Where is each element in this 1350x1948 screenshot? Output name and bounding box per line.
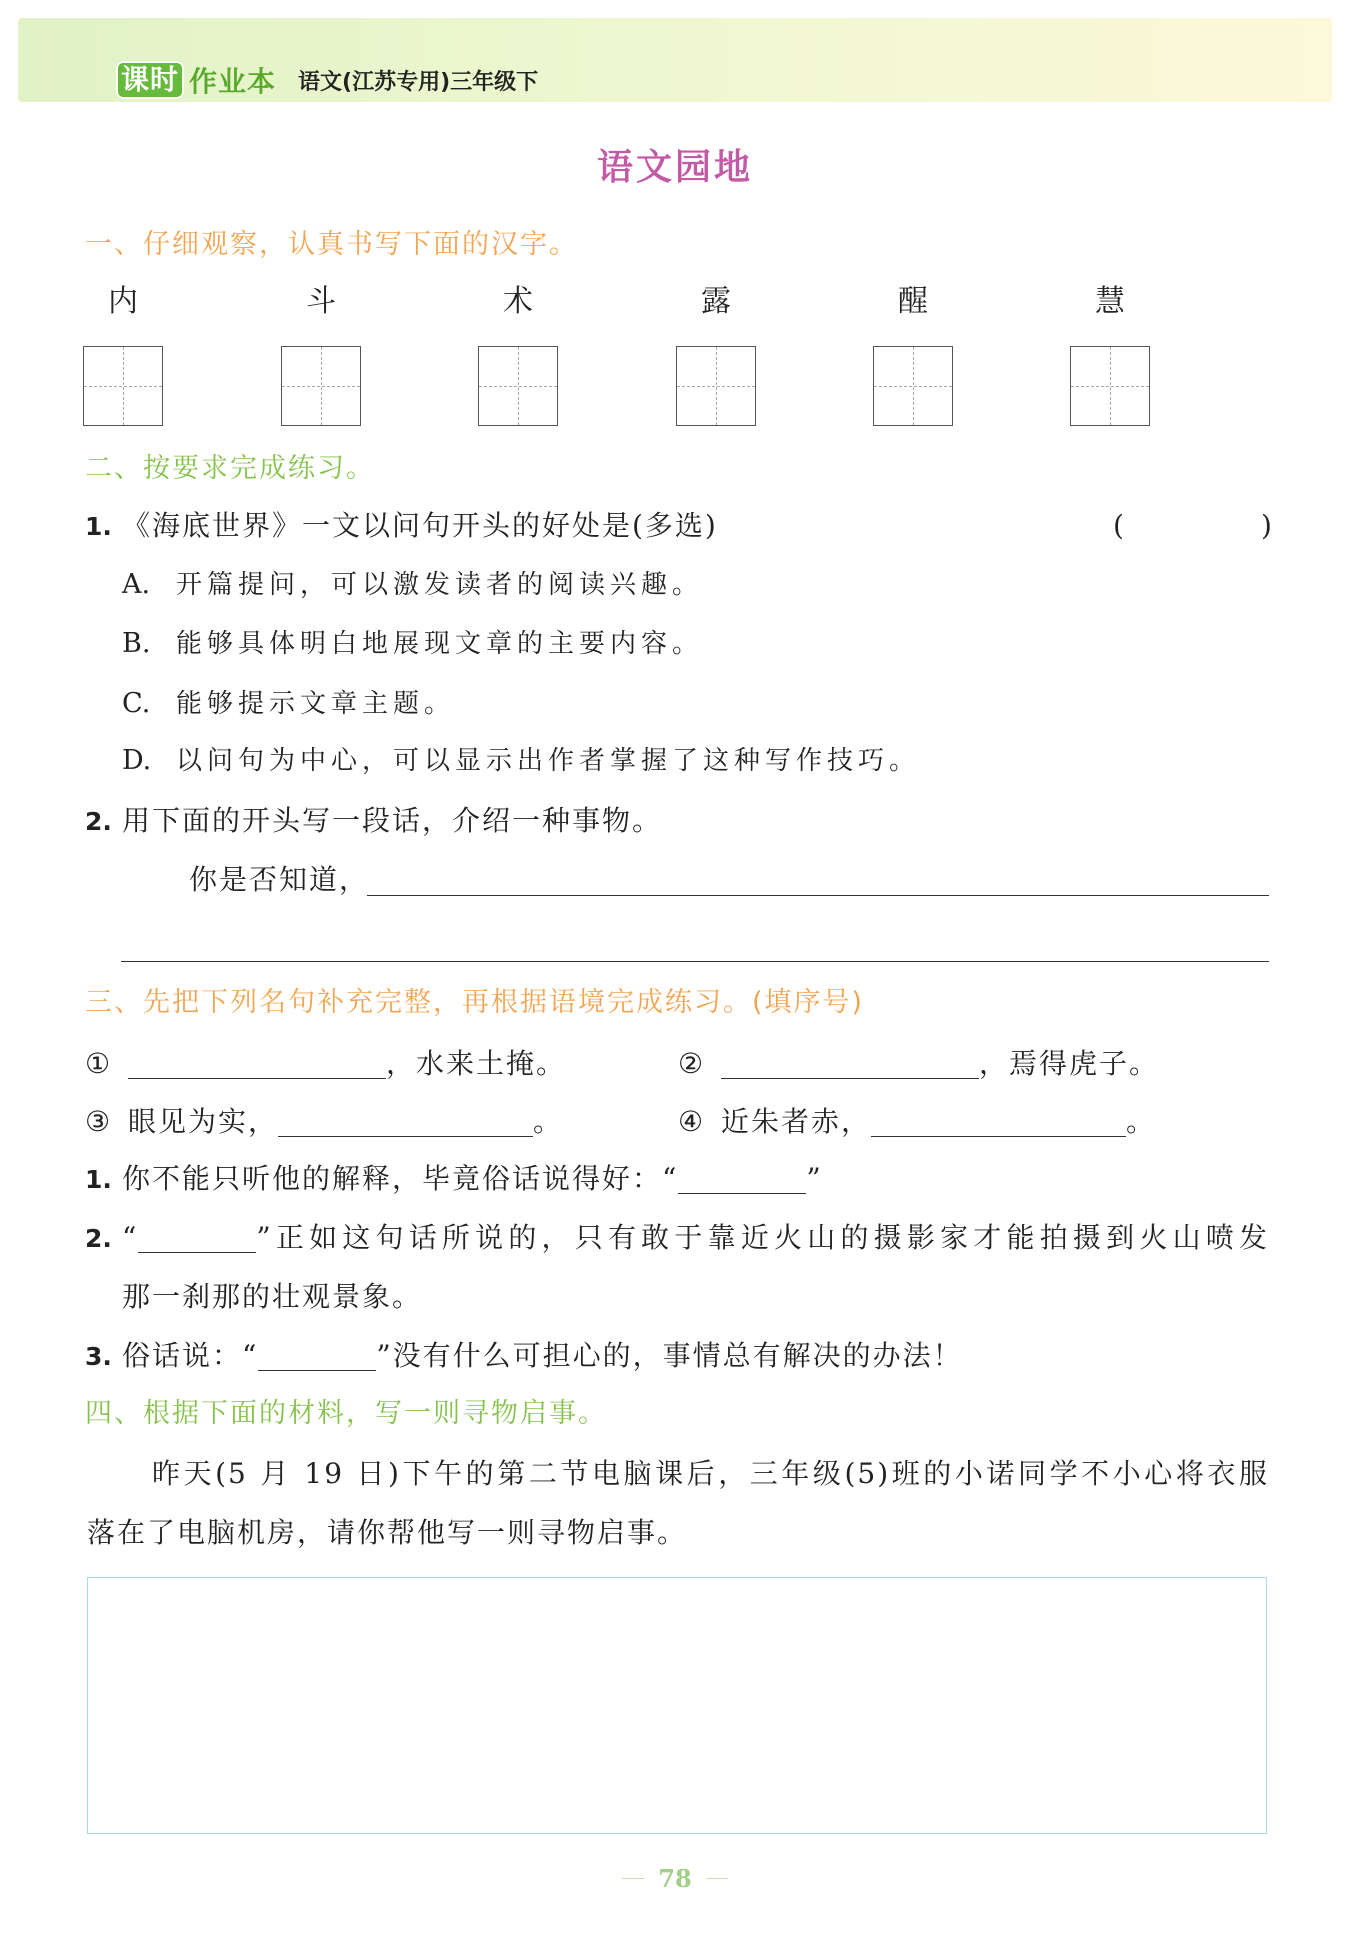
book-subtitle: 语文(江苏专用)三年级下 <box>298 69 539 95</box>
page-number-dash-left <box>622 1878 644 1879</box>
question-2-1 <box>85 507 718 546</box>
fill-blank <box>138 1223 256 1253</box>
writing-cell <box>83 283 163 426</box>
proverb-text: ，焉得虎子。 <box>979 1047 1160 1080</box>
option-text: 开篇提问，可以激发读者的阅读兴趣。 <box>176 570 704 600</box>
section-4-heading: 四、根据下面的材料，写一则寻物启事。 <box>85 1398 607 1429</box>
option-text: 能够提示文章主题。 <box>176 689 456 719</box>
circled-number: ④ <box>678 1105 704 1138</box>
section-3-heading: 三、先把下列名句补充完整，再根据语境完成练习。(填序号) <box>85 987 865 1018</box>
writing-starter: 你是否知道， <box>189 863 370 896</box>
writing-line <box>367 895 1269 896</box>
writing-cell <box>676 283 756 426</box>
model-character: 术 <box>503 284 533 319</box>
writing-cell <box>478 283 558 426</box>
question-text: 《海底世界》一文以问句开头的好处是(多选) <box>122 509 718 542</box>
section-2-heading: 二、按要求完成练习。 <box>85 453 375 484</box>
page-header <box>116 58 538 102</box>
logo-text: 作业本 <box>189 65 277 98</box>
proverb-2 <box>678 1045 1159 1083</box>
question-3-3 <box>85 1337 963 1376</box>
option-b <box>122 625 703 663</box>
proverb-4 <box>678 1103 1156 1141</box>
proverb-3 <box>85 1103 563 1141</box>
circled-number: ② <box>678 1047 704 1080</box>
writing-cell <box>1070 283 1150 426</box>
model-character: 醒 <box>898 284 928 319</box>
page-title: 语文园地 <box>596 147 753 188</box>
circled-number: ① <box>85 1047 111 1080</box>
model-character: 慧 <box>1095 284 1125 319</box>
section-1-heading: 一、仔细观察，认真书写下面的汉字。 <box>85 229 578 260</box>
proverb-1 <box>85 1045 566 1083</box>
option-text: 能够具体明白地展现文章的主要内容。 <box>176 629 704 659</box>
option-d <box>122 742 920 780</box>
question-number: 2. <box>85 1224 112 1253</box>
question-number: 2. <box>85 807 112 836</box>
proverb-text: 眼见为实， <box>128 1105 279 1138</box>
question-text: ”没有什么可担心的，事情总有解决的办法！ <box>376 1339 963 1372</box>
question-text: ” <box>806 1162 823 1195</box>
writing-cell <box>873 283 953 426</box>
fill-blank <box>128 1049 386 1079</box>
model-character: 斗 <box>306 284 336 319</box>
answer-bracket-close: ) <box>1261 509 1272 542</box>
option-a <box>122 566 703 604</box>
question-text: 你不能只听他的解释，毕竟俗话说得好：“ <box>122 1162 679 1195</box>
fill-blank <box>871 1107 1126 1137</box>
question-3-2-continuation: 那一刹那的壮观景象。 <box>122 1280 423 1313</box>
model-character: 露 <box>701 284 731 319</box>
question-number: 1. <box>85 1165 112 1194</box>
material-paragraph-line-1: 昨天(5 月 19 日)下午的第二节电脑课后，三年级(5)班的小诺同学不小心将衣服 <box>152 1457 1269 1490</box>
option-text: 以问句为中心，可以显示出作者掌握了这种写作技巧。 <box>176 746 921 776</box>
proverb-text: 。 <box>1126 1105 1157 1138</box>
question-3-2 <box>85 1219 1269 1258</box>
writing-line <box>121 961 1269 962</box>
tianzige-box <box>676 346 756 426</box>
fill-blank <box>258 1341 376 1371</box>
tianzige-box <box>478 346 558 426</box>
fill-blank <box>678 1164 806 1194</box>
option-letter: B. <box>122 628 151 659</box>
answer-bracket-open: ( <box>1113 509 1124 542</box>
model-character: 内 <box>108 284 138 319</box>
question-text: ”正如这句话所说的，只有敢于靠近火山的摄影家才能拍摄到火山喷发 <box>256 1221 1269 1254</box>
proverb-text: 。 <box>533 1105 564 1138</box>
material-paragraph-line-2: 落在了电脑机房，请你帮他写一则寻物启事。 <box>87 1516 688 1549</box>
tianzige-box <box>281 346 361 426</box>
proverb-text: 近朱者赤， <box>721 1105 872 1138</box>
fill-blank <box>278 1107 533 1137</box>
option-letter: D. <box>122 745 152 776</box>
tianzige-box <box>1070 346 1150 426</box>
proverb-text: ，水来土掩。 <box>386 1047 567 1080</box>
question-3-1 <box>85 1160 823 1199</box>
page-number-text: 78 <box>658 1863 692 1893</box>
question-number: 3. <box>85 1342 112 1371</box>
option-c <box>122 685 455 723</box>
option-letter: A. <box>122 569 151 600</box>
question-number: 1. <box>85 512 112 541</box>
option-letter: C. <box>122 688 151 719</box>
writing-cell <box>281 283 361 426</box>
fill-blank <box>721 1049 979 1079</box>
question-text: 俗话说：“ <box>122 1339 259 1372</box>
page-number-dash-right <box>706 1878 728 1879</box>
page-number <box>0 1861 1350 1895</box>
logo-highlight: 课时 <box>116 61 184 99</box>
question-text: 用下面的开头写一段话，介绍一种事物。 <box>122 804 663 837</box>
tianzige-box <box>873 346 953 426</box>
question-2-2 <box>85 802 662 841</box>
tianzige-box <box>83 346 163 426</box>
question-text: “ <box>122 1221 139 1254</box>
answer-box <box>87 1577 1267 1834</box>
circled-number: ③ <box>85 1105 111 1138</box>
